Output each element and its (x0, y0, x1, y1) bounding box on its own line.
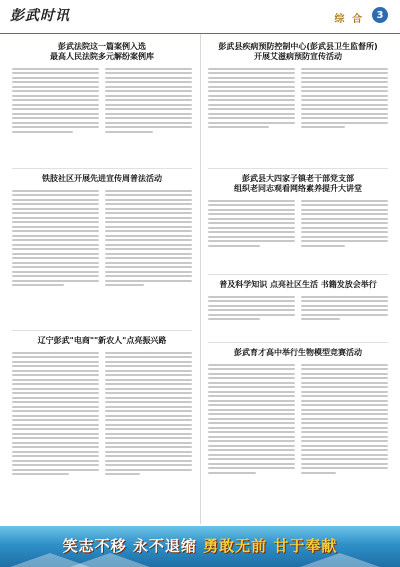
article-court-case (12, 42, 192, 164)
article-title: 辽宁彭武"电商""新农人"点亮振兴路 (37, 336, 167, 345)
slogan-part-1: 笑志不移 永不退缩 (62, 537, 204, 555)
divider (208, 274, 388, 275)
article-title: 彭武育才高中举行生物模型竞赛活动 (234, 348, 362, 357)
divider (208, 342, 388, 343)
article-body (208, 65, 388, 131)
divider (208, 168, 388, 169)
article-title: 铁肢社区开展先进宣传周普法活动 (42, 174, 162, 183)
article-title: 普及科学知识 点亮社区生活 书籍发放会举行 (219, 280, 377, 289)
article-body (208, 361, 388, 476)
article-body (12, 349, 192, 478)
masthead (0, 0, 400, 34)
article-body (12, 187, 192, 289)
article-body (208, 197, 388, 249)
footer-slogan (0, 535, 400, 556)
article-biology-contest (208, 348, 388, 524)
article-ecommerce (12, 336, 192, 524)
column-divider (200, 34, 201, 524)
article-cdc-aids (208, 42, 388, 164)
section-label: 综 合 (334, 14, 364, 25)
divider (12, 330, 192, 331)
article-body (12, 65, 192, 135)
article-title: 彭武县大四家子镇老干部党支部 (242, 174, 354, 183)
article-title: 开展艾滋病预防宣传活动 (254, 52, 342, 61)
article-veteran-cadres (208, 174, 388, 270)
divider (12, 168, 192, 169)
article-title: 组织老同志观看网络素养提升大讲堂 (234, 184, 362, 193)
article-body (208, 293, 388, 323)
newspaper-logo: 彭武时讯 (10, 8, 70, 24)
article-community-law (12, 174, 192, 324)
slogan-part-2: 勇敢无前 甘于奉献 (203, 537, 338, 555)
article-science-books (208, 280, 388, 338)
article-title: 彭武法院这一篇案例入选 (58, 42, 146, 51)
article-title: 最高人民法院多元解纷案例库 (50, 52, 154, 61)
article-title: 彭武县疾病预防控制中心(彭武县卫生监督所) (218, 42, 378, 51)
page-number-badge: 3 (372, 7, 388, 23)
